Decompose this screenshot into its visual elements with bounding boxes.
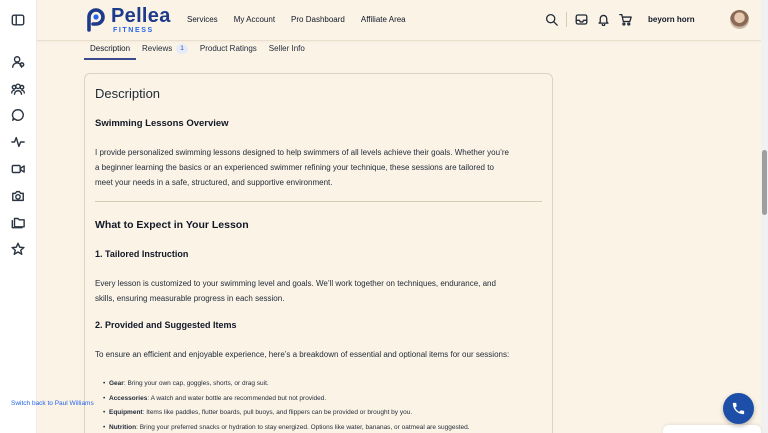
overview-line: I provide personalized swimming lessons designed to help swimmers of all levels achieve their goals. Whether you’re [95,148,509,157]
pellea-logo-mark-icon [85,8,107,32]
nav-services[interactable]: Services [187,15,218,24]
header-divider [566,12,567,27]
item-text: : Bring your preferred snacks or hydration to stay energized. Options like water, bananas, or oatmeal are suggested. [136,423,470,431]
group-icon[interactable] [11,82,25,96]
tab-seller-info-label: Seller Info [268,44,305,53]
list-item [103,421,470,433]
provided-items-heading: 2. Provided and Suggested Items [95,320,237,330]
page-scrollbar[interactable] [761,0,768,433]
description-card [84,73,553,433]
sidebar-toggle-icon[interactable] [11,13,25,27]
nav-pro-dashboard[interactable]: Pro Dashboard [291,15,345,24]
item-label: Nutrition [109,423,137,431]
phone-icon [731,401,746,416]
chat-widget-panel[interactable] [663,425,761,433]
list-item [103,406,470,421]
nav-my-account[interactable]: My Account [233,15,276,24]
main-nav [187,15,406,24]
overview-heading: Swimming Lessons Overview [95,118,229,129]
tab-product-ratings[interactable] [194,40,263,60]
tab-reviews[interactable] [136,40,194,60]
logo-subtitle: FITNESS [113,27,154,34]
star-icon[interactable] [11,242,25,256]
switch-back-link[interactable]: Switch back to Paul Williams [11,400,94,407]
overview-line: a beginner learning the basics or an experienced swimmer refining your technique, these sessions are tailored to [95,163,494,172]
users-icon[interactable] [11,55,25,69]
scrollbar-thumb[interactable] [762,150,767,215]
avatar[interactable] [730,10,749,29]
item-label: Accessories [109,394,148,402]
items-list [103,377,470,433]
overview-paragraph [95,145,543,190]
item-label: Gear [109,380,124,387]
cart-icon[interactable] [619,13,632,26]
item-text: : Items like paddles, flutter boards, pull buoys, and flippers can be provided or brought by you. [142,409,413,416]
overview-line: meet your needs in a safe, structured, and supportive environment. [95,178,333,187]
provided-items-intro: To ensure an efficient and enjoyable experience, here’s a breakdown of essential and optional items for our sessions: [95,350,510,359]
list-item [103,377,470,392]
product-tabs [84,40,311,60]
section-divider [95,201,542,202]
card-title: Description [95,86,161,101]
reviews-count-badge: 1 [176,44,188,54]
tab-seller-info[interactable] [263,40,311,60]
pellea-logo[interactable] [85,6,171,34]
tab-description-label: Description [90,44,131,53]
user-name[interactable]: beyorn horn [648,15,695,24]
item-text: : A watch and water bottle are recommended but not provided. [147,394,327,402]
search-icon[interactable] [545,13,558,26]
bell-icon[interactable] [597,13,610,26]
logo-name: Pellea [111,5,171,27]
tailored-line: skills, ensuring measurable progress in each session. [95,294,285,303]
list-item [103,392,470,407]
tailored-instruction-paragraph [95,276,543,306]
call-button[interactable] [723,393,754,424]
item-text: : Bring your own cap, goggles, shorts, or drag suit. [123,380,269,387]
chat-icon[interactable] [11,108,25,122]
inbox-icon[interactable] [575,13,588,26]
tab-description[interactable] [84,40,136,60]
activity-icon[interactable] [11,135,25,149]
tab-product-ratings-label: Product Ratings [199,44,257,53]
item-label: Equipment [109,409,143,416]
camera-icon[interactable] [11,189,25,203]
tailored-line: Every lesson is customized to your swimming level and goals. We’ll work together on techniques, endurance, and [95,279,496,288]
nav-affiliate-area[interactable]: Affiliate Area [360,15,406,24]
tailored-instruction-heading: 1. Tailored Instruction [95,249,189,259]
expect-heading: What to Expect in Your Lesson [95,219,249,231]
video-icon[interactable] [11,162,25,176]
tab-reviews-label: Reviews [142,44,173,53]
top-header [37,0,761,41]
left-rail [0,0,37,433]
folders-icon[interactable] [11,215,25,229]
